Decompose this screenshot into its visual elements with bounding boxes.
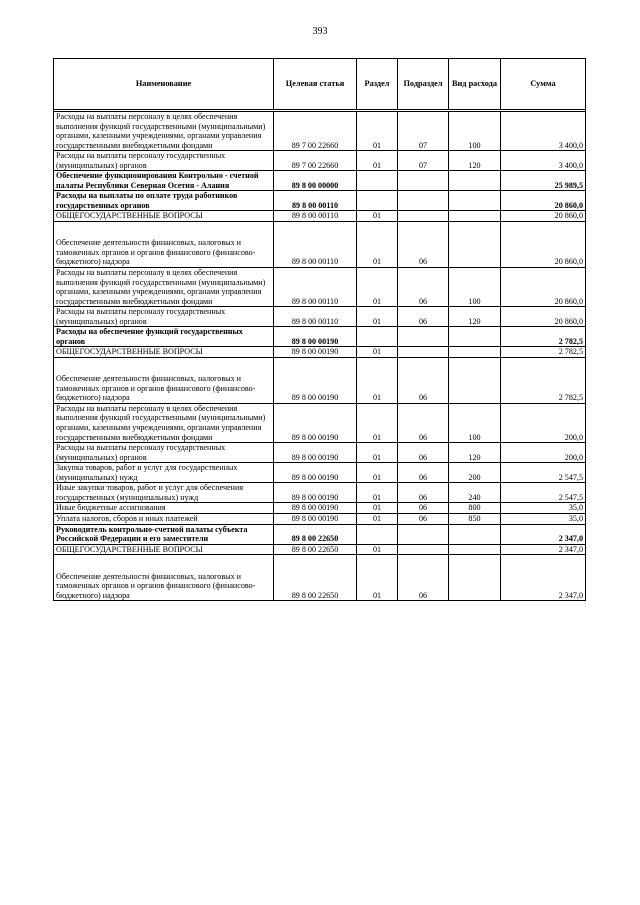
cell-amount: 35,0 bbox=[501, 503, 586, 514]
cell-target: 89 8 00 00190 bbox=[274, 443, 357, 463]
cell-name: Обеспечение деятельности финансовых, налоговых и таможенных органов и органов финансового (финансово-бюджетного) надзора bbox=[54, 222, 274, 268]
cell-expense-type: 850 bbox=[449, 513, 501, 524]
table-row bbox=[54, 357, 586, 403]
cell-name: ОБЩЕГОСУДАРСТВЕННЫЕ ВОПРОСЫ bbox=[54, 211, 274, 222]
cell-target: 89 8 00 00190 bbox=[274, 483, 357, 503]
cell-subsection bbox=[398, 191, 449, 211]
cell-subsection: 06 bbox=[398, 222, 449, 268]
cell-amount: 3 400,0 bbox=[501, 112, 586, 151]
cell-expense-type: 120 bbox=[449, 443, 501, 463]
cell-subsection: 06 bbox=[398, 463, 449, 483]
cell-expense-type bbox=[449, 544, 501, 555]
cell-amount: 2 782,5 bbox=[501, 347, 586, 358]
table-body bbox=[54, 112, 586, 601]
table-row bbox=[54, 403, 586, 442]
table-row bbox=[54, 327, 586, 347]
cell-target: 89 8 00 00110 bbox=[274, 307, 357, 327]
cell-name: ОБЩЕГОСУДАРСТВЕННЫЕ ВОПРОСЫ bbox=[54, 544, 274, 555]
cell-name: Расходы на выплаты персоналу в целях обеспечения выполнения функций государственными (муниципальными) органами, казенными учреждениями, органами управления государственными внебюджетными фондами bbox=[54, 112, 274, 151]
cell-name: Обеспечение функционирования Контрольно - счетной палаты Республики Северная Осетия - Алания bbox=[54, 171, 274, 191]
cell-amount: 20 860,0 bbox=[501, 191, 586, 211]
header-amount: Сумма bbox=[501, 59, 586, 110]
cell-expense-type: 240 bbox=[449, 483, 501, 503]
cell-name: Расходы на выплаты персоналу государственных (муниципальных) органов bbox=[54, 151, 274, 171]
cell-name: Иные бюджетные ассигнования bbox=[54, 503, 274, 514]
cell-amount: 2 347,0 bbox=[501, 555, 586, 601]
cell-name: Расходы на выплаты персоналу в целях обеспечения выполнения функций государственными (муниципальными) органами, казенными учреждениями, органами управления государственными внебюджетными фондами bbox=[54, 268, 274, 307]
table-row bbox=[54, 463, 586, 483]
cell-amount: 2 782,5 bbox=[501, 357, 586, 403]
budget-table bbox=[53, 58, 586, 601]
cell-name: Уплата налогов, сборов и иных платежей bbox=[54, 513, 274, 524]
cell-subsection bbox=[398, 544, 449, 555]
cell-section: 01 bbox=[357, 211, 398, 222]
cell-section bbox=[357, 191, 398, 211]
cell-amount: 25 989,5 bbox=[501, 171, 586, 191]
header-expense-type: Вид расхода bbox=[449, 59, 501, 110]
cell-expense-type: 120 bbox=[449, 151, 501, 171]
cell-amount: 2 547,5 bbox=[501, 483, 586, 503]
cell-target: 89 8 00 22650 bbox=[274, 524, 357, 544]
cell-expense-type bbox=[449, 347, 501, 358]
cell-name: Закупка товаров, работ и услуг для государственных (муниципальных) нужд bbox=[54, 463, 274, 483]
cell-target: 89 8 00 00190 bbox=[274, 463, 357, 483]
cell-subsection: 06 bbox=[398, 503, 449, 514]
cell-amount: 2 547,5 bbox=[501, 463, 586, 483]
cell-section bbox=[357, 327, 398, 347]
cell-name: Расходы на выплаты по оплате труда работников государственных органов bbox=[54, 191, 274, 211]
table-row bbox=[54, 483, 586, 503]
cell-section: 01 bbox=[357, 403, 398, 442]
table-row bbox=[54, 524, 586, 544]
cell-section: 01 bbox=[357, 544, 398, 555]
cell-subsection: 06 bbox=[398, 357, 449, 403]
cell-section: 01 bbox=[357, 503, 398, 514]
cell-subsection: 06 bbox=[398, 555, 449, 601]
cell-target: 89 8 00 00190 bbox=[274, 513, 357, 524]
cell-target: 89 8 00 22650 bbox=[274, 555, 357, 601]
cell-section: 01 bbox=[357, 463, 398, 483]
cell-section: 01 bbox=[357, 347, 398, 358]
table-row bbox=[54, 171, 586, 191]
cell-subsection: 07 bbox=[398, 112, 449, 151]
cell-subsection bbox=[398, 211, 449, 222]
cell-subsection: 06 bbox=[398, 513, 449, 524]
cell-expense-type bbox=[449, 357, 501, 403]
cell-amount: 35,0 bbox=[501, 513, 586, 524]
cell-amount: 2 347,0 bbox=[501, 524, 586, 544]
cell-name: Расходы на выплаты персоналу в целях обеспечения выполнения функций государственными (муниципальными) органами, казенными учреждениями, органами управления государственными внебюджетными фондами bbox=[54, 403, 274, 442]
cell-target: 89 8 00 22650 bbox=[274, 544, 357, 555]
cell-name: Расходы на выплаты персоналу государственных (муниципальных) органов bbox=[54, 443, 274, 463]
cell-section: 01 bbox=[357, 555, 398, 601]
cell-expense-type: 800 bbox=[449, 503, 501, 514]
table-row bbox=[54, 268, 586, 307]
cell-target: 89 8 00 00110 bbox=[274, 191, 357, 211]
table-row bbox=[54, 222, 586, 268]
cell-section: 01 bbox=[357, 357, 398, 403]
header-section: Раздел bbox=[357, 59, 398, 110]
cell-subsection bbox=[398, 347, 449, 358]
table-row bbox=[54, 307, 586, 327]
cell-subsection: 06 bbox=[398, 268, 449, 307]
cell-target: 89 8 00 00190 bbox=[274, 357, 357, 403]
table-row bbox=[54, 211, 586, 222]
cell-name: ОБЩЕГОСУДАРСТВЕННЫЕ ВОПРОСЫ bbox=[54, 347, 274, 358]
cell-subsection: 07 bbox=[398, 151, 449, 171]
cell-section bbox=[357, 524, 398, 544]
cell-subsection bbox=[398, 524, 449, 544]
cell-target: 89 7 00 22660 bbox=[274, 112, 357, 151]
cell-target: 89 8 00 00110 bbox=[274, 211, 357, 222]
cell-amount: 200,0 bbox=[501, 403, 586, 442]
cell-expense-type bbox=[449, 222, 501, 268]
cell-amount: 2 347,0 bbox=[501, 544, 586, 555]
cell-section: 01 bbox=[357, 307, 398, 327]
cell-target: 89 8 00 00190 bbox=[274, 503, 357, 514]
cell-section: 01 bbox=[357, 268, 398, 307]
cell-amount: 200,0 bbox=[501, 443, 586, 463]
table-row bbox=[54, 555, 586, 601]
cell-amount: 20 860,0 bbox=[501, 211, 586, 222]
cell-expense-type bbox=[449, 327, 501, 347]
cell-subsection: 06 bbox=[398, 307, 449, 327]
cell-section: 01 bbox=[357, 483, 398, 503]
cell-name: Обеспечение деятельности финансовых, налоговых и таможенных органов и органов финансового (финансово-бюджетного) надзора bbox=[54, 357, 274, 403]
cell-target: 89 8 00 00110 bbox=[274, 222, 357, 268]
cell-subsection: 06 bbox=[398, 483, 449, 503]
cell-target: 89 8 00 00000 bbox=[274, 171, 357, 191]
cell-expense-type bbox=[449, 211, 501, 222]
table-row bbox=[54, 112, 586, 151]
cell-subsection: 06 bbox=[398, 443, 449, 463]
cell-expense-type: 120 bbox=[449, 307, 501, 327]
cell-expense-type bbox=[449, 171, 501, 191]
table-row bbox=[54, 443, 586, 463]
cell-amount: 20 860,0 bbox=[501, 268, 586, 307]
cell-amount: 20 860,0 bbox=[501, 307, 586, 327]
cell-name: Обеспечение деятельности финансовых, налоговых и таможенных органов и органов финансового (финансово-бюджетного) надзора bbox=[54, 555, 274, 601]
cell-expense-type bbox=[449, 524, 501, 544]
cell-expense-type bbox=[449, 555, 501, 601]
cell-target: 89 8 00 00190 bbox=[274, 347, 357, 358]
header-target: Целевая статья bbox=[274, 59, 357, 110]
cell-name: Руководитель контрольно-счетной палаты субъекта Российской Федерации и его заместители bbox=[54, 524, 274, 544]
cell-amount: 20 860,0 bbox=[501, 222, 586, 268]
cell-name: Расходы на обеспечение функций государственных органов bbox=[54, 327, 274, 347]
cell-target: 89 8 00 00110 bbox=[274, 268, 357, 307]
cell-expense-type: 100 bbox=[449, 403, 501, 442]
table-row bbox=[54, 191, 586, 211]
cell-subsection bbox=[398, 171, 449, 191]
cell-amount: 3 400,0 bbox=[501, 151, 586, 171]
cell-name: Расходы на выплаты персоналу государственных (муниципальных) органов bbox=[54, 307, 274, 327]
page-number: 393 bbox=[312, 26, 328, 37]
cell-section: 01 bbox=[357, 443, 398, 463]
cell-name: Иные закупки товаров, работ и услуг для обеспечения государственных (муниципальных) нужд bbox=[54, 483, 274, 503]
cell-expense-type: 100 bbox=[449, 268, 501, 307]
cell-subsection: 06 bbox=[398, 403, 449, 442]
cell-target: 89 7 00 22660 bbox=[274, 151, 357, 171]
header-subsection: Подраздел bbox=[398, 59, 449, 110]
table-row bbox=[54, 513, 586, 524]
header-name: Наименование bbox=[54, 59, 274, 110]
cell-target: 89 8 00 00190 bbox=[274, 403, 357, 442]
table-row bbox=[54, 347, 586, 358]
cell-expense-type bbox=[449, 191, 501, 211]
cell-section: 01 bbox=[357, 513, 398, 524]
cell-target: 89 8 00 00190 bbox=[274, 327, 357, 347]
table-row bbox=[54, 151, 586, 171]
table-row bbox=[54, 544, 586, 555]
cell-expense-type: 200 bbox=[449, 463, 501, 483]
cell-section bbox=[357, 171, 398, 191]
cell-section: 01 bbox=[357, 151, 398, 171]
table-row bbox=[54, 503, 586, 514]
cell-expense-type: 100 bbox=[449, 112, 501, 151]
cell-section: 01 bbox=[357, 222, 398, 268]
cell-section: 01 bbox=[357, 112, 398, 151]
cell-amount: 2 782,5 bbox=[501, 327, 586, 347]
cell-subsection bbox=[398, 327, 449, 347]
table-header bbox=[54, 59, 586, 112]
